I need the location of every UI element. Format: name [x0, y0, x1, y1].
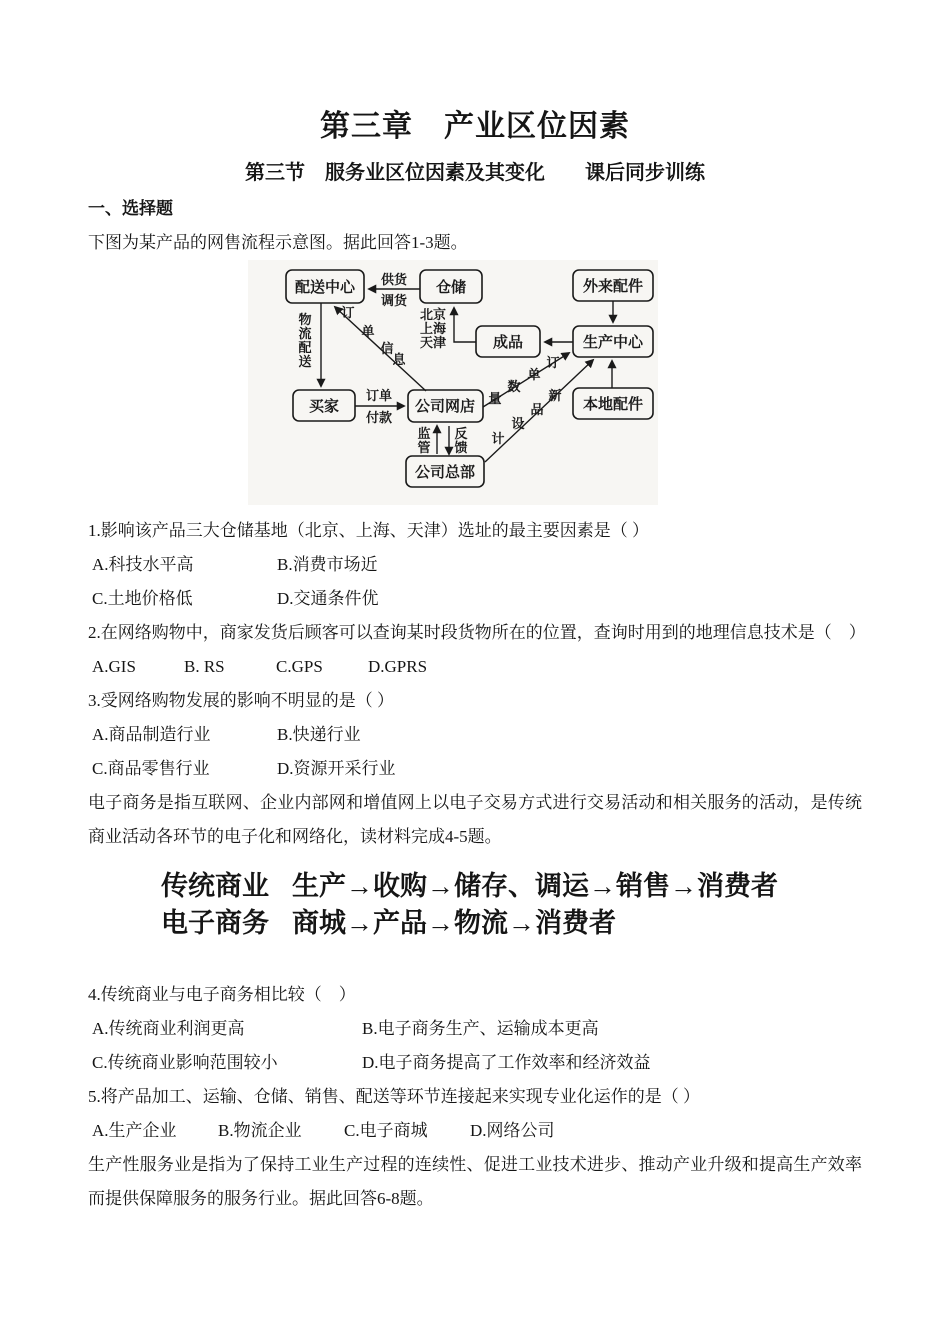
city-tianjin: 天津 [419, 335, 447, 350]
buyer-label: 买家 [308, 398, 340, 415]
design-char-1: 新 [548, 388, 562, 403]
option-5c: C.电子商城 [344, 1121, 428, 1140]
ecommerce-flow [161, 905, 862, 942]
order-info-char-4: 息 [392, 352, 406, 367]
option-4d: D.电子商务提高了工作效率和经济效益 [362, 1053, 651, 1072]
option-1a: A.科技水平高 [92, 555, 194, 574]
design-char-4: 计 [491, 431, 505, 446]
question-3-stem: 3.受网络购物发展的影响不明显的是（ ） [88, 691, 394, 710]
flow-label-traditional: 传统商业 [161, 871, 269, 901]
question-2-stem: 2.在网络购物中，商家发货后顾客可以查询某时段货物所在的位置，查询时用到的地理信息技术是（ ） [88, 623, 866, 642]
logistics-char-4: 送 [298, 354, 312, 369]
option-1b: B.消费市场近 [277, 555, 378, 574]
commerce-comparison [161, 868, 862, 942]
design-char-2: 品 [530, 402, 544, 417]
online-store-label: 公司网店 [414, 398, 476, 415]
supervise-char-2: 管 [417, 440, 431, 455]
intro-text: 下图为某产品的网售流程示意图。据此回答1-3题。 [88, 233, 468, 252]
question-4-options-row-1 [88, 1012, 862, 1046]
part-heading: 一、选择题 [88, 199, 173, 218]
question-1-options-row-1 [88, 548, 862, 582]
external-parts-label: 外来配件 [582, 278, 644, 295]
option-4a: A.传统商业利润更高 [92, 1019, 245, 1038]
option-2a: A.GIS [92, 657, 136, 676]
order-info-char-3: 信 [380, 341, 394, 356]
question-2-options-row [88, 650, 862, 684]
question-1-options-row-2 [88, 582, 862, 616]
question-1-stem: 1.影响该产品三大仓储基地（北京、上海、天津）选址的最主要因素是（ ） [88, 521, 649, 540]
city-beijing: 北京 [419, 307, 447, 322]
order-info-char-2: 单 [361, 324, 375, 339]
city-shanghai: 上海 [419, 321, 447, 336]
order-qty-char-1: 订 [546, 355, 560, 370]
headquarters-label: 公司总部 [414, 464, 476, 481]
logistics-char-1: 物 [298, 312, 312, 327]
design-char-3: 设 [511, 416, 525, 431]
passage-6-8: 生产性服务业是指为了保持工业生产过程的连续性、促进工业技术进步、推动产业升级和提高生产效率而提供保障服务的服务行业。据此回答6-8题。 [88, 1155, 862, 1208]
feedback-char-2: 馈 [454, 440, 468, 455]
option-3b: B.快递行业 [277, 725, 361, 744]
flow-chain-ecommerce: 商城→产品→物流→消费者 [292, 908, 616, 938]
section-subtitle: 第三节 服务业区位因素及其变化 课后同步训练 [245, 162, 705, 184]
allocate-label: 调货 [380, 293, 408, 308]
question-5-options-row [88, 1114, 862, 1148]
question-3-options-row-1 [88, 718, 862, 752]
question-4-options-row-2 [88, 1046, 862, 1080]
option-5b: B.物流企业 [218, 1121, 302, 1140]
option-3d: D.资源开采行业 [277, 759, 396, 778]
supervise-char-1: 监 [417, 426, 431, 441]
option-5a: A.生产企业 [92, 1121, 177, 1140]
order-info-char-1: 订 [341, 305, 355, 320]
warehouse-label: 仓储 [435, 279, 467, 296]
production-center-label: 生产中心 [582, 334, 644, 351]
option-5d: D.网络公司 [470, 1121, 555, 1140]
traditional-commerce-flow [161, 868, 862, 905]
local-parts-label: 本地配件 [582, 396, 644, 413]
order-pay-label-bottom: 付款 [365, 410, 393, 425]
logistics-char-2: 流 [298, 326, 312, 341]
supply-label: 供货 [380, 272, 408, 287]
option-4b: B.电子商务生产、运输成本更高 [362, 1019, 599, 1038]
question-5-stem: 5.将产品加工、运输、仓储、销售、配送等环节连接起来实现专业化运作的是（ ） [88, 1087, 700, 1106]
order-qty-char-2: 单 [527, 367, 541, 382]
option-3a: A.商品制造行业 [92, 725, 211, 744]
passage-4-5: 电子商务是指互联网、企业内部网和增值网上以电子交易方式进行交易活动和相关服务的活动，是传统商业活动各环节的电子化和网络化，读材料完成4-5题。 [88, 793, 862, 846]
option-1c: C.土地价格低 [92, 589, 193, 608]
option-2c: C.GPS [276, 657, 323, 676]
question-3-options-row-2 [88, 752, 862, 786]
option-1d: D.交通条件优 [277, 589, 379, 608]
option-3c: C.商品零售行业 [92, 759, 210, 778]
option-4c: C.传统商业影响范围较小 [92, 1053, 278, 1072]
logistics-char-3: 配 [298, 340, 312, 355]
flow-chain-traditional: 生产→收购→储存、调运→销售→消费者 [292, 871, 778, 901]
order-qty-char-3: 数 [507, 379, 521, 394]
online-sales-flowchart [248, 260, 658, 505]
option-2b: B. RS [184, 657, 225, 676]
chapter-title: 第三章 产业区位因素 [320, 110, 630, 143]
distribution-center-label: 配送中心 [294, 279, 356, 296]
finished-goods-label: 成品 [492, 334, 524, 351]
feedback-char-1: 反 [454, 426, 468, 441]
order-pay-label-top: 订单 [365, 388, 393, 403]
option-2d: D.GPRS [368, 657, 428, 676]
flow-label-ecommerce: 电子商务 [161, 908, 269, 938]
question-4-stem: 4.传统商业与电子商务相比较（ ） [88, 985, 356, 1004]
order-qty-char-4: 量 [488, 391, 502, 406]
